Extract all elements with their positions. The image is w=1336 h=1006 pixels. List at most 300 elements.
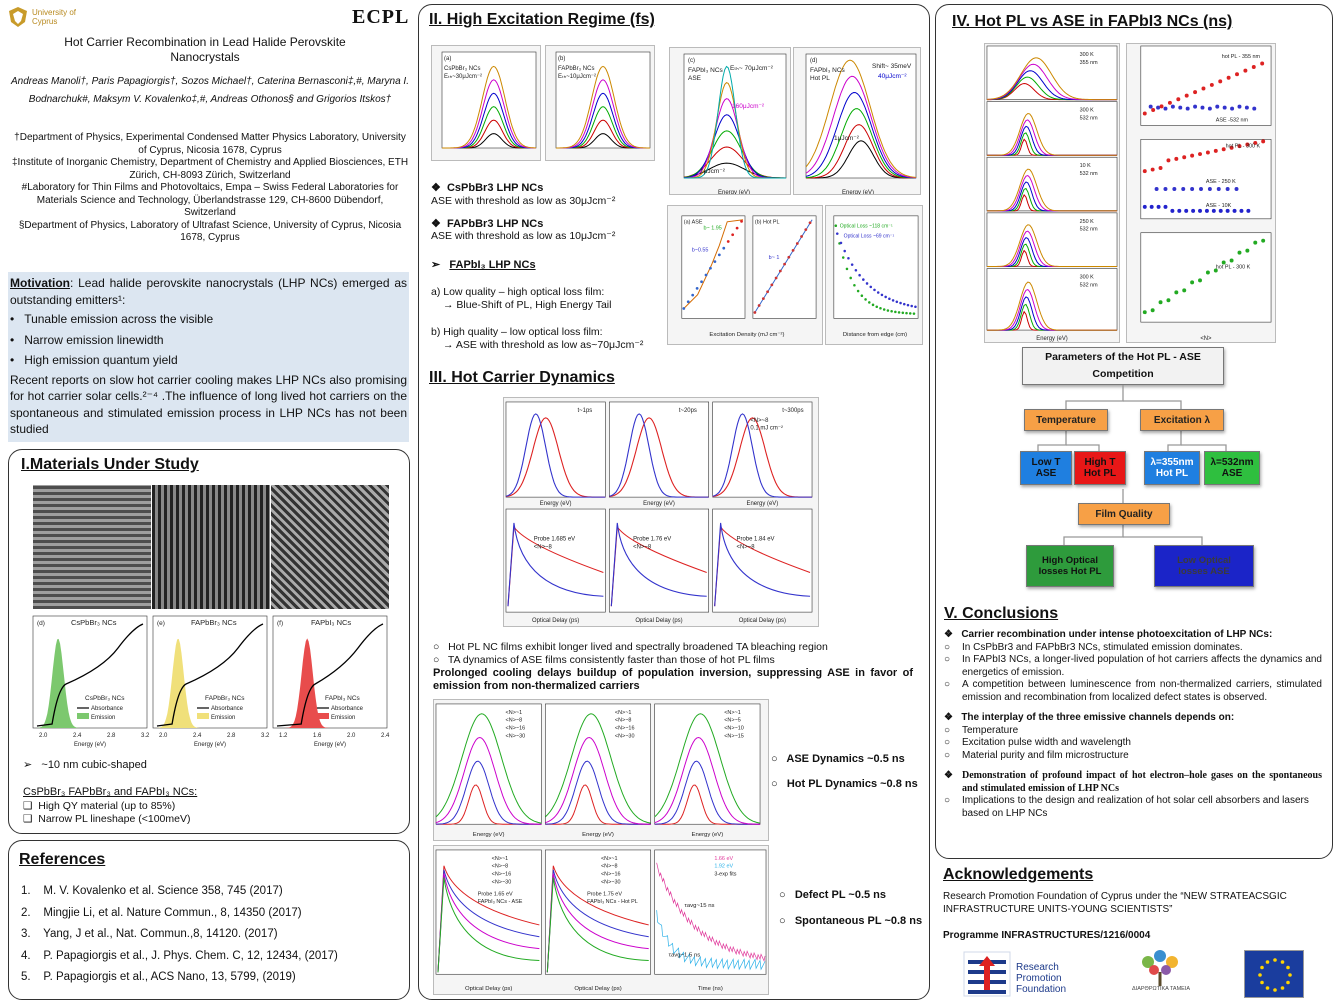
data-point [890,310,893,313]
axis-label: Energy (eV) [643,501,675,508]
legend-item: <N>~1 [505,709,523,716]
tick-label: 2.8 [227,733,236,739]
legend-item: <N>~15 [724,733,744,740]
data-point [866,282,869,285]
label: hot PL - 300 K [1215,264,1251,271]
panel-condition: 300 K [1079,107,1094,114]
data-point [722,247,725,250]
rpf-text: Foundation [1016,984,1067,995]
motivation-bullet: • High emission quantum yield [10,353,178,367]
data-point [842,256,845,259]
label: 1.66 eV [714,855,734,862]
tick-label: 3.2 [141,733,150,739]
axis-label: Energy (eV) [193,742,227,748]
plot-frame [273,616,387,728]
materials-title: I.Materials Under Study [21,456,199,473]
label: Eₜₕ~10μJcm⁻² [558,74,596,80]
data-point [809,221,812,224]
label: τavg~1.5 ns [668,952,701,959]
ase-dynamics-label: ○ ASE Dynamics ~0.5 ns [771,753,905,765]
data-point [691,294,694,297]
data-point [877,291,880,294]
label: Eₜₕ~ 70μJcm⁻² [730,65,773,72]
label: 160μJcm⁻² [732,103,765,110]
tem-image-cspbbr3 [33,485,151,609]
plot-frame [713,402,812,497]
motivation-bullet: • Narrow emission linewidth [10,332,164,347]
data-point [783,263,786,266]
data-point [914,305,917,308]
label: (a) ASE [683,219,703,226]
data-point [873,289,876,292]
section-2-title: II. High Excitation Regime (fs) [429,11,655,28]
data-point [836,232,839,235]
data-point [888,297,891,300]
data-point [843,250,846,253]
reference-item: 2. Mingjie Li, et al. Nature Commun., 8, 14350 (2017) [21,906,302,919]
tick-label: 2.4 [73,733,82,739]
motivation-paragraph: Recent reports on slow hot carrier cooling makes LHP NCs also promising for hot carrier solar cells.²⁻⁴ .The influence of long lived hot carriers on the spontaneous and stimulated emission process in LHP NCs has not been studied [10,372,407,436]
conclusion-item: ○ In FAPbI3 NCs, a longer-lived population of hot carriers affects the dynamics and energetics of emission. [944,654,1322,678]
conclusion-item: ○ Implications to the design and realization of hot solar cell absorbers and lasers based on LHP NCs [944,795,1309,819]
data-point [835,224,838,227]
tick-label: 1.2 [279,733,288,739]
data-point [847,257,850,260]
label: (b) Hot PL [754,219,780,226]
university-name: University of Cyprus [32,8,77,26]
data-point [705,274,708,277]
reference-item: 5. P. Papagiorgis et al., ACS Nano, 13, 5799, (2019) [21,971,296,983]
panel-tag: (e) [157,620,165,627]
data-point [861,294,864,297]
conclusion-heading-2: ❖ The interplay of the three emissive channels depends on: [944,712,1235,723]
ta-spectra-dynamics-plot [503,397,819,627]
legend-item: <N>~16 [491,871,512,878]
data-point [736,227,739,230]
temperature-box: Temperature [1024,409,1108,431]
axis-label: Energy (eV) [691,832,724,839]
data-point [796,242,799,245]
data-point [905,312,908,315]
plot-frame [713,509,812,612]
ack-text: Research Promotion Foundation of Cyprus under the “NEW STRATEACSGIC INFRASTRUCTURE UNITS-YOUNG SCIENTISTS” [943,891,1287,915]
nc-list-title: CsPbBr₃ FAPbBr₃ and FAPbI₃ NCs: [23,786,198,798]
eu-star [1281,960,1285,964]
absorption-emission-spectra [31,612,391,752]
label: FAPbI₃ NCs [810,67,845,74]
reference-list [21,881,338,989]
data-point [855,269,858,272]
materials-panel [8,449,410,834]
legend-item: <N>~8 [505,717,523,724]
label: b~ 1 [768,255,780,262]
conclusion-item: ○ Excitation pulse width and wavelength [944,737,1131,748]
legend-item: <N>~30 [505,733,526,740]
decay-plots [433,845,769,995]
high-loss-box: High Optical losses Hot PL [1026,545,1114,587]
ack-programme: Programme INFRASTRUCTURES/1216/0004 [943,930,1151,941]
legend-emi: Emission [331,715,356,721]
legend-name: FAPbI₃ NCs [325,695,360,702]
references-panel [8,840,410,1000]
crest-icon [8,6,28,28]
label: (c) [688,58,695,64]
l532-box: λ=532nm ASE [1204,451,1260,485]
axis-label: Optical Delay (ps) [532,618,580,625]
authors: Andreas Manoli†, Paris Papagiorgis†, Sozos Michael†, Caterina Bernasconi‡,#, Maryna I. Bodnarchuk#, Maksym V. Kovalenko‡,#, Andreas Othonos§ and Grigorios Itskos† [11,76,409,105]
plot-frame [436,850,541,974]
data-point [902,312,905,315]
eu-star [1273,958,1277,962]
label: t~1ps [577,407,593,414]
data-point [775,277,778,280]
label: <N>~8 [736,544,755,551]
rpf-icon [962,950,1012,998]
tick-label: 2.0 [347,733,356,739]
data-point [881,294,884,297]
data-point [883,308,886,311]
label: Probe 1.75 eV [587,891,622,898]
motivation-text: : Lead halide perovskite nanocrystals (LHP NCs) emerged as outstanding emitters¹: [10,276,407,307]
panel-condition: 300 K [1079,51,1094,58]
rpf-logo [962,950,1082,1000]
label: <N>~8 [533,544,552,551]
data-point [770,283,773,286]
label: Probe 1.84 eV [736,536,775,543]
affiliation-4: §Department of Physics, Laboratory of Ultrafast Science, University of Cyprus, Nicosia 1678, Cyprus [18,219,402,243]
data-point [879,307,882,310]
label: hot PL - 355 nm [1221,53,1261,60]
plot-frame [506,402,605,497]
data-point [696,287,699,290]
fapbbr3-heading: ❖ FAPbBr3 LHP NCs [431,218,544,230]
fapbi3-heading: ➢ FAPbI₃ LHP NCs [431,259,536,271]
label: t~20ps [678,407,697,414]
eu-star [1281,986,1285,990]
legend-item: <N>~1 [601,855,618,862]
eu-star [1260,966,1264,970]
data-point [892,299,895,302]
spontaneous-pl-label: ○ Spontaneous PL ~0.8 ns [779,915,923,927]
legend-item: <N>~1 [614,709,632,716]
spectrum-name: FAPbI₃ NCs [311,618,352,627]
affiliation-2: ‡Institute of Inorganic Chemistry, Department of Chemistry and Applied Biosciences, ETH Zürich, CH-8093 Zürich, Switzerland [11,157,409,181]
legend-abs: Absorbance [91,706,124,712]
data-point [849,277,852,280]
axis-label: Energy (eV) [746,501,779,508]
section-5-title: V. Conclusions [944,605,1059,622]
data-point [853,284,856,287]
data-point [792,249,795,252]
data-point [913,312,916,315]
eu-star [1286,966,1290,970]
data-point [910,305,913,308]
label: Shift~ 35meV [872,63,912,70]
data-point [887,309,890,312]
label: 0.1 mJ cm⁻² [750,425,783,432]
label: b~ 1.95 [703,225,722,232]
label: hot PL - 300 K [1225,143,1261,150]
legend-item: <N>~8 [491,863,509,870]
plot-frame [545,850,650,974]
threshold-plots [667,205,823,345]
tick-label: 2.4 [381,733,390,739]
conclusion-item: ○ Temperature [944,724,1019,736]
axis-label: Energy (eV) [73,742,107,748]
axis-label: Energy (eV) [472,832,505,839]
axis-label: Time (ns) [697,986,723,993]
label: ASE -532 nm [1215,117,1249,124]
note-bold: Prolonged cooling delays buildup of population inversion, suppressing ASE in favor of emission from non-thermalized carriers [433,667,913,692]
axis-label: Energy (eV) [841,190,875,194]
label: Probe 1.76 eV [633,536,672,543]
tree-icon [1118,948,1202,988]
legend-item: <N>~1 [491,855,509,862]
l355-box: λ=355nm Hot PL [1144,451,1200,485]
label: (b) [558,56,566,62]
tick-label: 3.2 [261,733,270,739]
axis-label: Energy (eV) [313,742,347,748]
label: Probe 1.685 eV [533,536,576,543]
panel-condition: 532 nm [1079,171,1098,178]
eu-star [1273,988,1277,992]
legend-emi-swatch [197,713,209,719]
data-point [851,263,854,266]
rpf-text: Research [1016,962,1059,973]
label: <N>~8 [633,544,652,551]
label: ASE - 250 K [1205,179,1236,186]
data-point [766,290,769,293]
film-quality-box: Film Quality [1078,503,1170,525]
low-loss-box: Low Optical losses ASE [1154,545,1254,587]
reference-item: 1. M. V. Kovalenko et al. Science 358, 745 (2017) [21,885,283,897]
axis-label: Optical Delay (ps) [464,986,513,993]
data-point [700,280,703,283]
panel-condition: 300 K [1079,274,1094,281]
label: ASE [688,75,702,82]
plot-frame [609,402,708,497]
plot-frame [609,509,708,612]
high-t-box: High T Hot PL [1074,451,1126,485]
data-point [872,304,875,307]
nc-list-item: ❑ Narrow PL lineshape (<100meV) [23,813,191,825]
data-point [884,296,887,299]
panel-condition: 532 nm [1079,282,1098,289]
label: Eₜₕ~30μJcm⁻² [444,74,482,80]
data-point [718,254,721,257]
data-point [846,268,849,271]
data-point [862,278,865,281]
eu-star [1258,973,1262,977]
structural-funds-logo [1118,948,1202,998]
label: ASE - 10K [1205,202,1232,209]
eu-star [1266,960,1270,964]
legend-item: <N>~16 [614,725,635,732]
tem-image-fapbi3 [271,485,389,609]
legend-emi: Emission [91,715,116,721]
fapbbr3-text: ASE with threshold as low as 10μJcm⁻² [431,230,616,242]
data-point [858,274,861,277]
axis-label: Excitation Density (mJ cm⁻²) [709,332,785,339]
axis-label: Optical Delay (ps) [635,618,683,625]
reference-item: 3. Yang, J et al., Nat. Commun.,8, 14120. (2017) [21,928,278,940]
reference-item: 4. P. Papagiorgis et al., J. Phys. Chem. C, 12, 12434, (2017) [21,949,338,962]
legend-item: <N>~5 [724,717,741,724]
cspbbr3-text: ASE with threshold as low as 30μJcm⁻² [431,195,616,207]
tem-image-fapbbr3 [152,485,270,609]
references-title: References [19,851,106,868]
section-4-5-panel [935,4,1333,859]
label: FAPbBr₃ NCs [558,66,595,72]
note-hotpl: ○ Hot PL NC films exhibit longer lived and spectrally broadened TA bleaching region [433,641,828,653]
eu-star [1288,973,1292,977]
data-point [864,298,867,301]
label: Hot PL [810,75,830,82]
plot-frame [834,216,918,319]
data-point [896,301,899,304]
data-point [899,302,902,305]
data-point [682,307,685,310]
label: τavg~15 ns [684,903,715,910]
data-point [857,290,860,293]
label: t~300ps [782,407,804,414]
low-t-box: Low T ASE [1020,451,1072,485]
eu-flag [1244,950,1304,998]
dynamics-notes [433,641,913,693]
tick-label: 1.6 [313,733,322,739]
fapbbr3-spectra-plot [545,45,655,161]
data-point [898,311,901,314]
axis-label: Energy (eV) [717,190,751,194]
data-point [875,305,878,308]
legend-item: <N>~16 [601,871,621,878]
panel-condition: 355 nm [1079,59,1098,66]
axis-label: Energy (eV) [1036,335,1068,342]
panel-condition: 532 nm [1079,115,1098,122]
affiliation-1: †Department of Physics, Experimental Condensed Matter Physics Laboratory, University of Cyprus, Nicosia 1678, Cyprus [14,132,406,156]
legend-name: CsPbBr₃ NCs [85,695,125,702]
legend-item: <N>~1 [724,709,741,716]
conclusion-heading-3: ❖ Demonstration of profound impact of hot electron–hole gases on the spontaneous and stimulated emission of LHP NCs [944,770,1322,794]
note-ta: ○ TA dynamics of ASE films consistently faster than those of hot PL films [433,654,775,666]
conclusion-item: ○ A competition between luminescence from non-thermalized carriers, stimulated emission and recombination from localized defect states is observed. [944,679,1322,703]
tick-label: 2.8 [107,733,116,739]
section-3-title: III. Hot Carrier Dynamics [429,369,615,386]
data-point [909,312,912,315]
legend-item: <N>~16 [505,725,526,732]
data-point [740,220,743,223]
nc-list-item: ❑ High QY material (up to 85%) [23,800,176,812]
poster-title: Hot Carrier Recombination in Lead Halide Perovskite Nanocrystals [64,35,346,64]
conclusion-item: ○ In CsPbBr3 and FAPbBr3 NCs, stimulated emission dominates. [944,641,1243,653]
eu-star [1260,981,1264,985]
legend-item: <N>~30 [491,879,512,886]
spectrum-name: FAPbBr₃ NCs [191,618,237,627]
conclusions [944,629,1322,820]
label: 1.92 eV [714,863,734,870]
label: FAPbI₃ NCs [688,67,723,74]
label: b~0.55 [691,247,709,254]
axis-label: Optical Delay (ps) [738,618,786,625]
plot-frame [506,509,605,612]
data-point [727,240,730,243]
hotpl-dynamics-label: ○ Hot PL Dynamics ~0.8 ns [771,778,918,790]
data-point [709,267,712,270]
label: <N>~8 [750,417,769,424]
cspbbr3-heading: ❖ CsPbBr3 LHP NCs [431,182,544,194]
legend-item: <N>~10 [724,725,744,732]
data-point [787,256,790,259]
data-point [779,270,782,273]
legend-item: <N>~8 [614,717,632,724]
university-logo [8,6,88,32]
data-point [868,301,871,304]
tick-label: 2.4 [193,733,202,739]
fapbi3-ase-plot [669,47,791,195]
eu-star [1286,981,1290,985]
data-point [714,260,717,263]
params-box: Parameters of the Hot PL - ASE Competition [1022,347,1224,385]
legend-emi: Emission [211,715,236,721]
legend-emi-swatch [317,713,329,719]
data-point [907,304,910,307]
data-point [687,300,690,303]
rpf-text: Promotion [1016,973,1062,984]
data-point [840,242,843,245]
axis-label: Energy (eV) [539,501,572,508]
fapbi3-hotpl-plot [793,47,921,195]
panel-condition: 10 K [1079,163,1091,170]
label: (d) [810,58,818,64]
tick-label: 2.0 [39,733,48,739]
axis-label: Optical Delay (ps) [574,986,622,993]
excitation-box: Excitation λ [1140,409,1224,431]
label: Probe 1.65 eV [477,891,513,898]
label: FAPbI₃ NCs - Hot PL [587,899,638,906]
eu-stars-icon [1245,951,1305,999]
ecpl-logo: ECPL [352,6,410,28]
emission-spectra-plots [433,699,769,841]
label: FAPbI₃ NCs - ASE [477,899,523,906]
legend-abs: Absorbance [331,706,364,712]
section-4-title: IV. Hot PL vs ASE in FAPbI3 NCs (ns) [952,13,1233,30]
label: 40μJcm⁻² [878,73,907,80]
affiliations [10,132,410,245]
ack-title: Acknowledgements [943,866,1094,883]
spectrum-name: CsPbBr₃ NCs [71,618,117,627]
conclusion-item: ○ Material purity and film microstructure [944,749,1129,761]
quality-a: a) Low quality – high optical loss film: → Blue-Shift of PL, High Energy Tail [431,286,612,311]
motivation-box [8,272,409,442]
axis-label: <N> [1200,335,1212,342]
legend-emi-swatch [77,713,89,719]
eu-star [1266,986,1270,990]
plot-frame [753,216,816,319]
data-point [753,311,756,314]
data-point [804,228,807,231]
panel-tag: (d) [37,620,45,627]
data-point [731,233,734,236]
section-2-3-panel [418,4,930,1000]
axis-label: Distance from edge (cm) [842,332,908,339]
legend-item: <N>~8 [601,863,618,870]
legend-name: FAPbBr₃ NCs [205,695,245,702]
panel-tag: (f) [277,620,284,627]
defect-pl-label: ○ Defect PL ~0.5 ns [779,889,887,901]
label: CsPbBr₃ NCs [444,66,481,72]
quality-b: b) High quality – low optical loss film: → ASE with threshold as low as~70μJcm⁻² [431,326,644,351]
label: 3-exp fits [714,871,737,878]
